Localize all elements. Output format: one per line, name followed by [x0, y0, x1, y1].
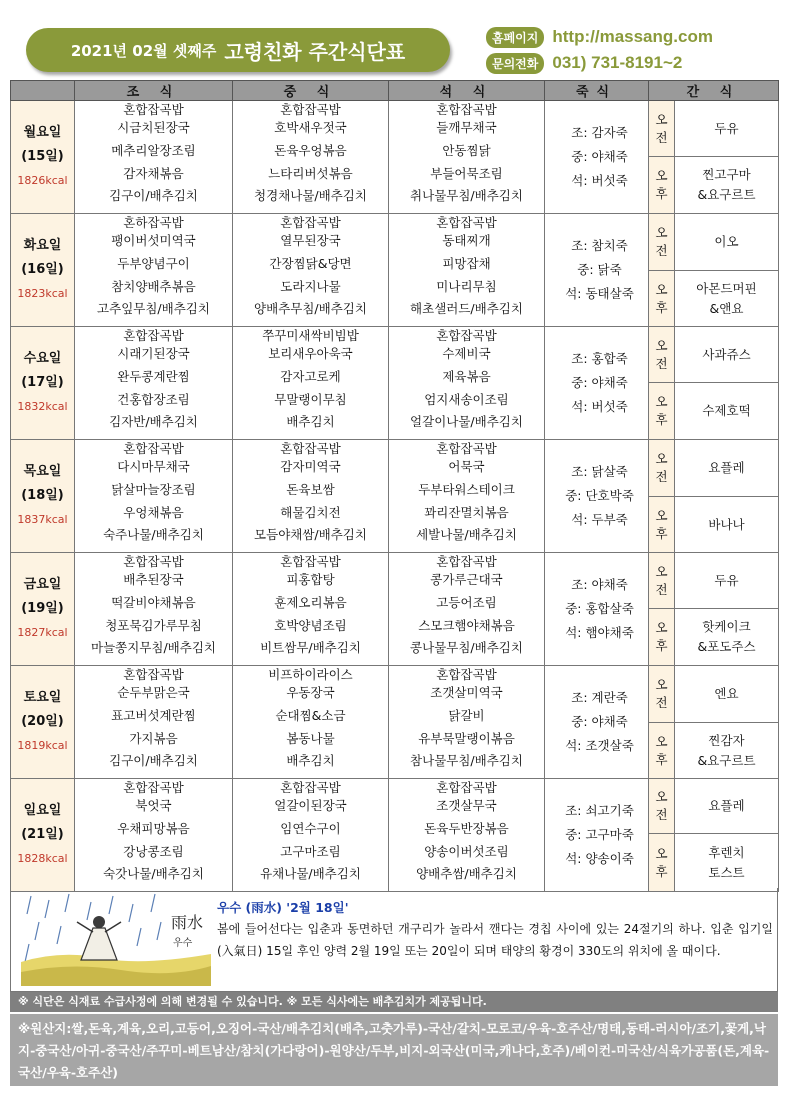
day-name: 화요일 — [23, 238, 62, 253]
snack-am — [675, 779, 779, 834]
pm-label-bottom: 후 — [655, 412, 668, 427]
day-date: (16일) — [21, 262, 64, 277]
snack-am-item: 사과쥬스 — [702, 346, 751, 362]
pm-label-bottom: 후 — [655, 863, 668, 879]
lunch-item: 돈육보쌈 — [286, 481, 335, 497]
dinner-item: 꽈리잔멸치볶음 — [424, 504, 509, 520]
dinner-item: 들깨무채국 — [436, 120, 497, 136]
am-label-bottom: 전 — [655, 469, 668, 484]
breakfast-item: 우엉채볶음 — [123, 504, 184, 520]
lunch-item: 혼합잡곡밥 — [280, 216, 341, 231]
lunch-cell — [233, 440, 389, 553]
am-label-top: 오 — [655, 563, 668, 579]
dinner-item: 혼합잡곡밥 — [436, 668, 497, 683]
pm-label — [649, 157, 675, 214]
porridge-item: 석: 조갯살죽 — [565, 738, 634, 753]
lunch-item: 해물김치전 — [280, 504, 341, 520]
pm-label — [649, 383, 675, 440]
am-label-top: 오 — [655, 677, 668, 692]
col-header-dinner: 석 식 — [389, 81, 545, 101]
dinner-item: 어묵국 — [448, 459, 485, 475]
lunch-item: 혼합잡곡밥 — [280, 555, 341, 570]
menu-title — [26, 28, 450, 72]
day-cell — [11, 553, 75, 666]
table-row — [11, 440, 779, 497]
lunch-item: 쭈꾸미새싹비빔밥 — [262, 329, 359, 344]
dinner-item: 참나물무침/배추김치 — [410, 753, 523, 769]
snack-am-item: 이오 — [714, 234, 739, 249]
breakfast-item: 김자반/배추김치 — [109, 414, 198, 430]
snack-pm-item: 토스트 — [708, 864, 745, 880]
dinner-item: 제육볶음 — [442, 368, 491, 384]
pm-label — [649, 834, 675, 892]
phone-number: 031) 731-8191~2 — [552, 53, 683, 72]
porridge-item: 조: 닭살죽 — [571, 464, 628, 479]
porridge-item: 석: 동태살죽 — [565, 286, 634, 301]
lunch-item: 돈육우엉볶음 — [274, 142, 347, 158]
col-header-snack: 간 식 — [649, 81, 779, 101]
table-header-row — [11, 81, 779, 101]
day-date: (15일) — [21, 149, 64, 164]
day-name: 일요일 — [23, 803, 62, 818]
am-label-bottom: 전 — [655, 243, 668, 258]
lunch-item: 배추김치 — [286, 414, 335, 430]
breakfast-item: 시금치된장국 — [117, 120, 190, 136]
phone-row — [486, 52, 682, 74]
snack-pm-item: 찐감자 — [708, 732, 745, 748]
porridge-item: 중: 단호박죽 — [565, 488, 634, 503]
snack-am — [675, 214, 779, 271]
day-date: (17일) — [21, 375, 64, 390]
header — [0, 0, 794, 84]
col-header-lunch: 중 식 — [233, 81, 389, 101]
day-name: 수요일 — [23, 351, 62, 366]
snack-pm-item: 아몬드머핀 — [696, 280, 757, 296]
porridge-cell — [545, 440, 649, 553]
breakfast-item: 다시마무채국 — [117, 459, 190, 475]
snack-pm — [675, 157, 779, 214]
porridge-item: 중: 홍합살죽 — [565, 601, 634, 616]
lunch-item: 순대찜&소금 — [275, 707, 346, 723]
breakfast-item: 혼합잡곡밥 — [123, 781, 184, 796]
snack-pm — [675, 271, 779, 327]
pm-label-top: 오 — [655, 168, 668, 183]
day-kcal: 1827kcal — [17, 626, 68, 639]
breakfast-item: 완두콩계란찜 — [117, 368, 190, 384]
am-label-bottom: 전 — [655, 695, 668, 710]
breakfast-item: 떡갈비야채볶음 — [111, 594, 196, 610]
day-name: 토요일 — [23, 690, 62, 705]
snack-am-item: 두유 — [714, 120, 739, 136]
porridge-item: 석: 두부죽 — [571, 512, 628, 527]
dinner-item: 고등어조림 — [436, 594, 497, 610]
breakfast-item: 강낭콩조림 — [123, 843, 184, 859]
homepage-link[interactable]: http://massang.com — [552, 27, 713, 46]
porridge-item: 조: 쇠고기죽 — [565, 803, 634, 818]
breakfast-item: 혼합잡곡밥 — [123, 555, 184, 570]
dinner-item: 혼합잡곡밥 — [436, 103, 497, 118]
pm-label — [649, 723, 675, 779]
col-header-breakfast: 조 식 — [75, 81, 233, 101]
pm-label-bottom: 후 — [655, 299, 668, 315]
lunch-item: 청경채나물/배추김치 — [254, 188, 367, 204]
snack-am — [675, 440, 779, 497]
title-main: 고령친화 주간식단표 — [224, 39, 406, 64]
snack-pm-item: &앤요 — [709, 300, 744, 316]
origin-info: ※원산지:쌀,돈육,계육,오리,고등어,오징어-국산/배추김치(배추,고춧가루)-국산/갈치-모로코/우육-호주산/명태,동태-러시아/조기,꽃게,낙지-중국산/아귀-중국산/주꾸미-베트남산/참치(가다랑어)-원양산/두부,비지-외국산(미국,캐나다,호주)/베이컨-미국산/식육가공품(돈,계육-국산/우육-호주산) — [10, 1014, 778, 1086]
breakfast-item: 순두부맑은국 — [117, 685, 190, 701]
dinner-item: 콩나물무침/배추김치 — [410, 640, 523, 656]
lunch-cell — [233, 666, 389, 779]
breakfast-item: 시래기된장국 — [117, 346, 190, 362]
snack-pm — [675, 723, 779, 779]
lunch-item: 열무된장국 — [280, 233, 341, 249]
table-row — [11, 214, 779, 271]
breakfast-item: 청포묵김가루무침 — [105, 617, 202, 633]
snack-am — [675, 553, 779, 609]
dinner-item: 혼합잡곡밥 — [436, 555, 497, 570]
porridge-item: 중: 고구마죽 — [565, 827, 634, 842]
porridge-item: 중: 닭죽 — [577, 262, 622, 277]
am-label-top: 오 — [655, 225, 668, 240]
day-kcal: 1819kcal — [17, 739, 68, 752]
breakfast-cell — [75, 101, 233, 214]
lunch-cell — [233, 214, 389, 327]
dinner-item: 조갯살미역국 — [430, 685, 503, 701]
pm-label-top: 오 — [655, 507, 668, 523]
table-row — [11, 327, 779, 383]
day-cell — [11, 101, 75, 214]
lunch-item: 비트쌈무/배추김치 — [260, 640, 361, 656]
breakfast-cell — [75, 779, 233, 892]
dinner-cell — [389, 553, 545, 666]
lunch-cell — [233, 101, 389, 214]
dinner-item: 혼합잡곡밥 — [436, 781, 497, 796]
porridge-cell — [545, 666, 649, 779]
dinner-item: 얼갈이나물/배추김치 — [410, 414, 523, 430]
pm-label-top: 오 — [655, 620, 668, 635]
snack-am — [675, 666, 779, 723]
lunch-item: 감자미역국 — [280, 459, 341, 475]
porridge-item: 석: 버섯죽 — [571, 399, 628, 414]
illus-hangul: 우수 — [173, 938, 193, 949]
lunch-item: 봄동나물 — [286, 730, 335, 746]
snack-pm — [675, 609, 779, 666]
dinner-item: 두부타워스테이크 — [418, 481, 515, 497]
breakfast-cell — [75, 327, 233, 440]
dinner-item: 조갯살무국 — [436, 798, 497, 814]
snack-pm — [675, 834, 779, 892]
snack-am — [675, 101, 779, 157]
snack-pm-item: 바나나 — [708, 516, 745, 532]
day-name: 월요일 — [23, 125, 62, 140]
snack-pm — [675, 497, 779, 553]
rain-illustration-icon — [21, 892, 211, 986]
breakfast-item: 김구이/배추김치 — [109, 188, 198, 204]
snack-am — [675, 327, 779, 383]
day-date: (21일) — [21, 827, 64, 842]
dinner-cell — [389, 214, 545, 327]
am-label — [649, 101, 675, 157]
lunch-item: 훈제오리볶음 — [274, 594, 347, 610]
breakfast-item: 숙갓나물/배추김치 — [103, 866, 204, 882]
breakfast-item: 두부양념구이 — [117, 255, 190, 271]
breakfast-cell — [75, 214, 233, 327]
am-label-bottom: 전 — [655, 129, 668, 145]
porridge-cell — [545, 101, 649, 214]
porridge-cell — [545, 779, 649, 892]
pm-label-top: 오 — [655, 281, 668, 297]
porridge-item: 조: 홍합죽 — [571, 351, 628, 366]
table-row — [11, 779, 779, 834]
lunch-item: 얼갈이된장국 — [274, 798, 347, 814]
am-label — [649, 779, 675, 834]
homepage-row — [486, 26, 713, 48]
dinner-item: 취나물무침/배추김치 — [410, 188, 523, 204]
day-cell — [11, 327, 75, 440]
pm-label-bottom: 후 — [655, 186, 668, 201]
pm-label-bottom: 후 — [655, 751, 668, 767]
dinner-item: 스모크햄야채볶음 — [418, 617, 515, 633]
table-row — [11, 101, 779, 157]
am-label-top: 오 — [655, 111, 668, 127]
porridge-item: 중: 야채죽 — [571, 149, 628, 164]
breakfast-item: 감자채볶음 — [123, 165, 184, 181]
dinner-item: 안동찜닭 — [442, 142, 491, 158]
dinner-item: 닭갈비 — [448, 707, 485, 723]
am-label — [649, 440, 675, 497]
lunch-item: 우동장국 — [286, 685, 335, 701]
breakfast-item: 혼합잡곡밥 — [123, 329, 184, 344]
solar-term-box — [10, 888, 778, 992]
lunch-item: 비프하이라이스 — [268, 668, 353, 683]
snack-pm-item: 핫케이크 — [702, 619, 751, 634]
breakfast-item: 표고버섯계란찜 — [111, 707, 196, 723]
lunch-item: 도라지나물 — [280, 278, 341, 294]
dinner-item: 콩가루근대국 — [430, 572, 503, 588]
dinner-item: 수제비국 — [442, 346, 491, 362]
breakfast-item: 메추리알장조림 — [111, 142, 196, 158]
porridge-item: 조: 계란죽 — [571, 690, 628, 705]
dinner-item: 유부묵말랭이볶음 — [418, 730, 515, 746]
table-row — [11, 553, 779, 609]
am-label-top: 오 — [655, 337, 668, 353]
solar-term-title: 우수 (雨水) '2월 18일' — [217, 900, 349, 915]
lunch-item: 간장찜닭&당면 — [269, 255, 352, 271]
porridge-cell — [545, 327, 649, 440]
lunch-item: 유채나물/배추김치 — [260, 866, 361, 882]
dinner-item: 해초샐러드/배추김치 — [410, 301, 523, 317]
col-header-porridge: 죽식 — [545, 81, 649, 101]
lunch-cell — [233, 553, 389, 666]
breakfast-cell — [75, 666, 233, 779]
dinner-item: 미나리무침 — [436, 278, 497, 294]
breakfast-item: 마늘쫑지무침/배추김치 — [91, 640, 216, 656]
breakfast-item: 팽이버섯미역국 — [111, 233, 196, 249]
porridge-item: 중: 야채죽 — [571, 714, 628, 729]
dinner-item: 부들어묵조림 — [430, 165, 503, 181]
breakfast-item: 혼합잡곡밥 — [123, 103, 184, 118]
day-kcal: 1823kcal — [17, 287, 68, 300]
illus-hanja: 雨水 — [171, 913, 204, 932]
snack-pm-item: &포도주스 — [697, 639, 756, 654]
porridge-item: 조: 참치죽 — [571, 238, 628, 253]
breakfast-cell — [75, 553, 233, 666]
snack-pm-item: 찐고구마 — [702, 167, 751, 182]
notice-bar: ※ 식단은 식재료 수급사정에 의해 변경될 수 있습니다. ※ 모든 식사에는 배추김치가 제공됩니다. — [10, 992, 778, 1012]
dinner-item: 혼합잡곡밥 — [436, 216, 497, 231]
day-name: 금요일 — [23, 577, 62, 592]
am-label-top: 오 — [655, 451, 668, 466]
am-label-top: 오 — [655, 789, 668, 804]
day-name: 목요일 — [23, 464, 62, 479]
phone-label: 문의전화 — [486, 53, 544, 74]
day-date: (18일) — [21, 488, 64, 503]
day-kcal: 1832kcal — [17, 400, 68, 413]
lunch-item: 감자고로케 — [280, 368, 341, 384]
snack-pm-item: &요구르트 — [697, 752, 756, 768]
porridge-item: 중: 야채죽 — [571, 375, 628, 390]
dinner-item: 동태찌개 — [442, 233, 491, 249]
breakfast-item: 혼합잡곡밥 — [123, 442, 184, 457]
dinner-item: 혼합잡곡밥 — [436, 329, 497, 344]
breakfast-item: 숙주나물/배추김치 — [103, 527, 204, 543]
am-label — [649, 553, 675, 609]
porridge-item: 석: 버섯죽 — [571, 173, 628, 188]
lunch-item: 혼합잡곡밥 — [280, 442, 341, 457]
dinner-item: 피망잡채 — [442, 255, 491, 271]
breakfast-item: 혼합잡곡밥 — [123, 668, 184, 683]
dinner-item: 양배추쌈/배추김치 — [416, 866, 517, 882]
lunch-cell — [233, 779, 389, 892]
day-cell — [11, 779, 75, 892]
pm-label — [649, 271, 675, 327]
dinner-cell — [389, 440, 545, 553]
pm-label-top: 오 — [655, 733, 668, 749]
lunch-item: 호박새우젓국 — [274, 120, 347, 136]
lunch-item: 임연수구이 — [280, 820, 341, 836]
breakfast-item: 우채피망볶음 — [117, 820, 190, 836]
pm-label-top: 오 — [655, 394, 668, 409]
weekly-menu-table — [10, 80, 779, 892]
pm-label — [649, 497, 675, 553]
am-label — [649, 327, 675, 383]
lunch-cell — [233, 327, 389, 440]
snack-pm-item: 수제호떡 — [702, 403, 751, 418]
day-kcal: 1828kcal — [17, 852, 68, 865]
day-date: (20일) — [21, 714, 64, 729]
homepage-label: 홈페이지 — [486, 27, 544, 48]
day-date: (19일) — [21, 601, 64, 616]
snack-pm-item: &요구르트 — [697, 187, 756, 202]
dinner-item: 돈육두반장볶음 — [424, 820, 509, 836]
porridge-item: 석: 햄야채죽 — [565, 625, 634, 640]
lunch-item: 모듬야채쌈/배추김치 — [254, 527, 367, 543]
am-label-bottom: 전 — [655, 355, 668, 371]
lunch-item: 느타리버섯볶음 — [268, 165, 353, 181]
porridge-cell — [545, 553, 649, 666]
porridge-item: 석: 양송이죽 — [565, 851, 634, 866]
lunch-item: 혼합잡곡밥 — [280, 781, 341, 796]
lunch-item: 혼합잡곡밥 — [280, 103, 341, 118]
day-cell — [11, 440, 75, 553]
am-label-bottom: 전 — [655, 581, 668, 597]
pm-label-bottom: 후 — [655, 638, 668, 653]
lunch-item: 무말랭이무침 — [274, 391, 347, 407]
snack-am-item: 엔요 — [714, 686, 739, 701]
breakfast-item: 북엇국 — [135, 798, 172, 814]
dinner-cell — [389, 666, 545, 779]
snack-am-item: 요플레 — [708, 460, 745, 475]
breakfast-item: 고추잎무침/배추김치 — [97, 301, 210, 317]
snack-pm-item: 후렌치 — [708, 844, 745, 860]
menu-body — [11, 101, 779, 892]
porridge-item: 조: 감자죽 — [571, 125, 628, 140]
dinner-item: 양송이버섯조림 — [424, 843, 509, 859]
porridge-item: 조: 야채죽 — [571, 577, 628, 592]
day-cell — [11, 214, 75, 327]
pm-label — [649, 609, 675, 666]
dinner-item: 엄지새송이조림 — [424, 391, 509, 407]
breakfast-cell — [75, 440, 233, 553]
am-label — [649, 214, 675, 271]
day-kcal: 1837kcal — [17, 513, 68, 526]
day-cell — [11, 666, 75, 779]
lunch-item: 보리새우아욱국 — [268, 346, 353, 362]
snack-am-item: 요플레 — [708, 798, 745, 813]
breakfast-item: 김구이/배추김치 — [109, 753, 198, 769]
snack-pm — [675, 383, 779, 440]
lunch-item: 양배추무침/배추김치 — [254, 301, 367, 317]
breakfast-item: 참치양배추볶음 — [111, 278, 196, 294]
title-week: 2021년 02월 셋째주 — [70, 41, 217, 60]
lunch-item: 호박양념조림 — [274, 617, 347, 633]
col-header-day — [11, 81, 75, 101]
porridge-cell — [545, 214, 649, 327]
pm-label-top: 오 — [655, 845, 668, 861]
pm-label-bottom: 후 — [655, 525, 668, 541]
am-label-bottom: 전 — [655, 807, 668, 822]
table-row — [11, 666, 779, 723]
solar-term-description: 봄에 들어선다는 입춘과 동면하던 개구리가 놀라서 깬다는 경칩 사이에 있는 24절기의 하나. 입춘 입기일(入氣日) 15일 후인 양력 2월 19일 또는 20일이 되며 태양의 황경이 330도의 위치에 올 때이다. — [217, 922, 773, 958]
breakfast-item: 닭살마늘장조림 — [111, 481, 196, 497]
dinner-cell — [389, 779, 545, 892]
lunch-item: 피홍합탕 — [286, 572, 335, 588]
dinner-cell — [389, 101, 545, 214]
lunch-item: 고구마조림 — [280, 843, 341, 859]
dinner-item: 혼합잡곡밥 — [436, 442, 497, 457]
breakfast-item: 가지볶음 — [129, 730, 178, 746]
breakfast-item: 혼하잡곡밥 — [123, 216, 184, 231]
am-label — [649, 666, 675, 723]
snack-am-item: 두유 — [714, 572, 739, 588]
breakfast-item: 배추된장국 — [123, 572, 184, 588]
breakfast-item: 건홍합장조림 — [117, 391, 190, 407]
day-kcal: 1826kcal — [17, 174, 68, 187]
lunch-item: 배추김치 — [286, 753, 335, 769]
dinner-cell — [389, 327, 545, 440]
dinner-item: 세발나물/배추김치 — [416, 527, 517, 543]
